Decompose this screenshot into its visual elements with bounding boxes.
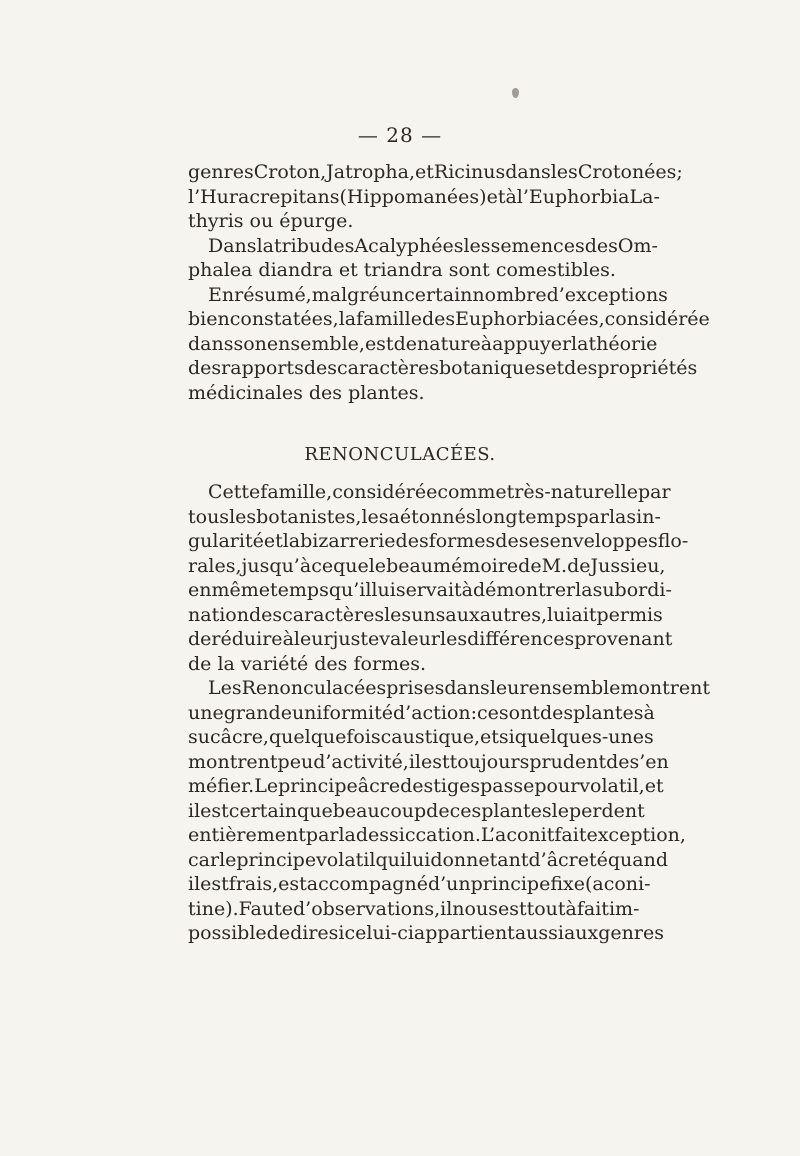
word: ces xyxy=(449,799,482,822)
text-line xyxy=(188,578,672,603)
word: s’en xyxy=(629,750,669,773)
word: plantes xyxy=(481,799,552,822)
word: les xyxy=(361,505,389,528)
word: par xyxy=(576,505,609,528)
word: Euphorbiacées, xyxy=(455,308,605,330)
text-line-content: de la variété des formes. xyxy=(188,652,427,675)
word: entièrement xyxy=(188,824,306,846)
word: enveloppes xyxy=(549,530,658,552)
word: constatées, xyxy=(229,308,339,330)
word: des xyxy=(421,308,456,330)
word: nature xyxy=(417,332,481,355)
word: car xyxy=(188,848,220,871)
word: bizarrerie xyxy=(300,530,396,552)
word: accompagné xyxy=(306,873,428,895)
word: des xyxy=(321,234,355,257)
word: qui xyxy=(375,848,406,871)
word: gularité xyxy=(188,530,264,552)
text-line xyxy=(188,234,658,259)
text-line xyxy=(188,627,673,652)
word: quelques-unes xyxy=(514,726,654,748)
word: crepitans xyxy=(249,185,340,208)
word: nous xyxy=(452,897,498,920)
word: frais, xyxy=(228,873,279,895)
word: ait xyxy=(571,603,597,626)
word: subordi- xyxy=(592,579,672,601)
word: provenant xyxy=(574,628,673,650)
word: par xyxy=(305,824,339,846)
word: de xyxy=(567,554,591,577)
word: jusqu’à xyxy=(241,554,312,577)
text-line xyxy=(188,529,689,554)
word: de xyxy=(518,554,542,577)
word: à xyxy=(282,628,294,650)
word: est xyxy=(200,873,229,895)
word: formes xyxy=(428,530,496,552)
word: la xyxy=(571,332,589,355)
word: la xyxy=(282,530,301,552)
word: caractères xyxy=(282,603,385,626)
word: lui xyxy=(405,848,431,871)
word: ensemble xyxy=(528,677,621,699)
word: pour xyxy=(534,775,580,797)
word: volatil, xyxy=(579,775,645,797)
word: valeur xyxy=(379,628,440,650)
word: théorie xyxy=(588,332,658,355)
word: famille xyxy=(356,308,422,330)
word: réduire xyxy=(211,628,283,650)
word: perdent xyxy=(568,799,645,822)
text-line-content: médicinales des plantes. xyxy=(188,381,425,404)
word: dans xyxy=(188,332,234,355)
word: la xyxy=(338,308,357,330)
word: l’Hura xyxy=(188,185,250,208)
word: la xyxy=(575,579,593,601)
word: passe xyxy=(480,775,535,797)
word: des xyxy=(395,530,429,552)
word: principe xyxy=(470,873,551,895)
word: d’un xyxy=(427,873,471,895)
word: Cette xyxy=(208,481,261,503)
word: juste xyxy=(332,628,380,650)
word: Renonculacées xyxy=(241,677,387,699)
word: principe xyxy=(236,848,317,871)
text-line xyxy=(188,332,658,357)
word: toujours xyxy=(449,750,530,773)
word: aux xyxy=(445,603,480,626)
word: si xyxy=(328,922,345,944)
word: M. xyxy=(541,554,568,577)
text-line xyxy=(188,554,666,579)
word: des xyxy=(303,357,337,379)
word: et xyxy=(545,357,565,379)
word: longtemps xyxy=(475,505,577,528)
text-line xyxy=(188,307,710,332)
text-line xyxy=(188,799,645,824)
word: ses xyxy=(518,530,550,552)
word: ce xyxy=(476,701,499,724)
word: dessiccation. xyxy=(355,824,481,846)
word: à xyxy=(461,579,473,601)
word: est xyxy=(497,897,527,920)
word: En xyxy=(208,283,235,306)
word: que xyxy=(297,799,333,822)
word: botanistes, xyxy=(256,505,362,528)
word: Les xyxy=(208,677,242,699)
word: résumé, xyxy=(234,283,312,306)
text-line xyxy=(188,652,625,677)
word: Croton, xyxy=(253,161,327,183)
word: et xyxy=(480,726,499,748)
word: le xyxy=(368,554,387,577)
word: et xyxy=(486,185,506,208)
word: sont xyxy=(498,701,540,724)
word: d’observations, xyxy=(293,897,441,920)
word: des xyxy=(539,701,574,724)
word: Dans xyxy=(208,234,257,257)
word: considérée xyxy=(604,308,710,330)
word: Acalyphées xyxy=(354,234,464,257)
word: malgré xyxy=(311,283,380,306)
word: de xyxy=(495,530,519,552)
text-line xyxy=(188,725,654,750)
word: leur xyxy=(293,628,333,650)
text-line xyxy=(188,160,683,185)
word: fixe xyxy=(550,873,585,895)
ornament-mark xyxy=(512,88,519,98)
word: tribu xyxy=(273,234,322,257)
word: le xyxy=(219,848,237,871)
word: par xyxy=(637,481,671,503)
word: autres, xyxy=(479,603,548,626)
word: celui-ci xyxy=(344,922,414,944)
word: les xyxy=(440,628,468,650)
word: d’exceptions xyxy=(546,283,668,306)
word: méfier. xyxy=(188,775,255,797)
word: genres xyxy=(188,161,254,183)
word: donne xyxy=(430,848,490,871)
word: genres xyxy=(598,922,664,944)
word: âcre, xyxy=(220,726,269,748)
text-line-content: phalea diandra et triandra sont comestibles. xyxy=(188,259,616,281)
word: tiges xyxy=(433,775,481,797)
word: possible xyxy=(188,922,267,944)
word: dans xyxy=(444,677,490,699)
word: tant xyxy=(489,848,529,871)
word: lui xyxy=(547,603,572,626)
word: caustique, xyxy=(380,726,481,748)
word: à xyxy=(643,701,655,724)
word: de xyxy=(606,750,630,773)
text-line xyxy=(188,258,625,283)
word: en xyxy=(188,579,212,601)
word: nombre xyxy=(472,283,547,306)
text-line xyxy=(188,480,671,505)
word: et xyxy=(415,161,434,183)
word: montrent xyxy=(188,750,278,773)
word: volatil xyxy=(316,848,376,871)
word: Faute xyxy=(238,897,293,920)
word: beau xyxy=(386,554,434,577)
text-line xyxy=(188,750,669,775)
word: lui xyxy=(371,579,396,601)
word: dans xyxy=(505,161,551,183)
word: rapports xyxy=(221,357,304,379)
word: est xyxy=(420,750,450,773)
word: nation xyxy=(188,603,249,626)
word: les xyxy=(384,603,412,626)
word: des xyxy=(188,357,222,379)
word: de xyxy=(426,799,450,822)
text-line-content: thyris ou épurge. xyxy=(188,210,354,232)
word: appuyer xyxy=(492,332,572,355)
word: et xyxy=(263,530,283,552)
text-line xyxy=(188,774,664,799)
word: leur xyxy=(489,677,529,699)
word: que xyxy=(333,554,369,577)
page-number: — 28 — xyxy=(357,123,443,147)
text-line xyxy=(188,701,655,726)
word: comme xyxy=(437,481,507,503)
paragraph-block-2 xyxy=(188,480,710,946)
word: suc xyxy=(188,726,221,748)
word: principe xyxy=(278,775,358,797)
word: des xyxy=(400,775,434,797)
word: La- xyxy=(629,185,660,208)
word: dire xyxy=(290,922,329,944)
word: à xyxy=(480,332,493,355)
word: fait xyxy=(576,897,609,920)
word: tout xyxy=(526,897,566,920)
word: grande xyxy=(223,701,292,724)
text-line xyxy=(188,872,651,897)
word: est xyxy=(364,332,394,355)
word: une xyxy=(188,701,224,724)
word: tine). xyxy=(188,897,239,920)
word: permis xyxy=(596,603,663,626)
word: fait xyxy=(554,824,587,846)
word: il xyxy=(408,750,421,773)
word: à xyxy=(505,185,517,208)
word: beaucoup xyxy=(332,799,427,822)
word: caractères xyxy=(337,357,439,379)
word: prudent xyxy=(529,750,607,773)
text-line xyxy=(188,381,625,406)
word: son xyxy=(233,332,267,355)
word: d’âcreté xyxy=(528,848,608,871)
word: considérée xyxy=(332,481,438,503)
word: étonnés xyxy=(399,505,476,528)
word: exception, xyxy=(586,824,686,846)
text-line xyxy=(188,209,625,234)
word: Jatropha, xyxy=(326,161,416,183)
text-line xyxy=(188,185,660,210)
word: à xyxy=(565,897,577,920)
word: il xyxy=(188,873,201,895)
word: (Hippomanées) xyxy=(339,185,487,208)
word: certain xyxy=(404,283,473,306)
word: aussi xyxy=(514,922,564,944)
word: un xyxy=(379,283,405,306)
word: famille, xyxy=(260,481,333,503)
section-heading: RENONCULACÉES. xyxy=(304,444,496,465)
word: de xyxy=(188,628,212,650)
word: L’aconit xyxy=(480,824,555,846)
word: plantes xyxy=(573,701,644,724)
word: très-naturelle xyxy=(506,481,638,503)
word: prises xyxy=(386,677,445,699)
word: âcre xyxy=(357,775,401,797)
text-line xyxy=(188,283,668,308)
text-line xyxy=(188,921,664,946)
word: certain xyxy=(228,799,298,822)
word: Ricinus xyxy=(433,161,506,183)
paragraph-block-1 xyxy=(188,160,710,405)
word: ce xyxy=(311,554,334,577)
word: peu xyxy=(277,750,314,773)
word: im- xyxy=(608,897,640,920)
word: la xyxy=(256,234,274,257)
word: est xyxy=(200,799,229,822)
word: mémoire xyxy=(433,554,519,577)
word: de xyxy=(393,332,417,355)
word: qu’il xyxy=(328,579,372,601)
word: tous xyxy=(188,505,230,528)
word: botaniques xyxy=(438,357,546,379)
word: est xyxy=(278,873,307,895)
word: Crotonées xyxy=(577,161,677,183)
word: servait xyxy=(395,579,462,601)
word: des xyxy=(248,603,283,626)
word: uniformité xyxy=(291,701,394,724)
word: d’activité, xyxy=(313,750,409,773)
word: les xyxy=(229,505,257,528)
word: propriétés xyxy=(597,357,698,379)
word: l’Euphorbia xyxy=(516,185,630,208)
word: des xyxy=(564,357,598,379)
word: temps xyxy=(270,579,329,601)
word: : xyxy=(470,701,477,724)
word: uns xyxy=(411,603,446,626)
word: la xyxy=(338,824,356,846)
text-line xyxy=(188,848,669,873)
word: de xyxy=(266,922,291,944)
text-line xyxy=(188,676,710,701)
text-line xyxy=(188,897,640,922)
word: ; xyxy=(676,161,683,183)
word: des xyxy=(584,234,618,257)
word: quelquefois xyxy=(268,726,381,748)
word: quand xyxy=(607,848,669,871)
text-line xyxy=(188,356,698,381)
word: la xyxy=(608,505,627,528)
word: il xyxy=(440,897,453,920)
word: les xyxy=(550,161,578,183)
word: ensemble, xyxy=(266,332,365,355)
word: Le xyxy=(254,775,279,797)
word: si xyxy=(498,726,515,748)
word: démontrer xyxy=(473,579,576,601)
word: différences xyxy=(467,628,575,650)
word: même xyxy=(211,579,271,601)
word: Jussieu, xyxy=(590,554,666,577)
word: (aconi- xyxy=(584,873,651,895)
word: bien xyxy=(188,308,230,330)
text-line xyxy=(188,603,663,628)
word: appartient xyxy=(413,922,515,944)
word: aux xyxy=(563,922,599,944)
word: a xyxy=(388,505,400,528)
text-line xyxy=(188,823,686,848)
word: Om- xyxy=(617,234,658,257)
word: semences xyxy=(490,234,585,257)
word: les xyxy=(463,234,491,257)
word: le xyxy=(551,799,569,822)
word: d’action xyxy=(393,701,471,724)
word: et xyxy=(644,775,664,797)
word: montrent xyxy=(620,677,710,699)
word: rales, xyxy=(188,554,242,577)
text-line xyxy=(188,505,661,530)
word: sin- xyxy=(626,505,661,528)
word: il xyxy=(188,799,201,822)
word: flo- xyxy=(657,530,689,552)
